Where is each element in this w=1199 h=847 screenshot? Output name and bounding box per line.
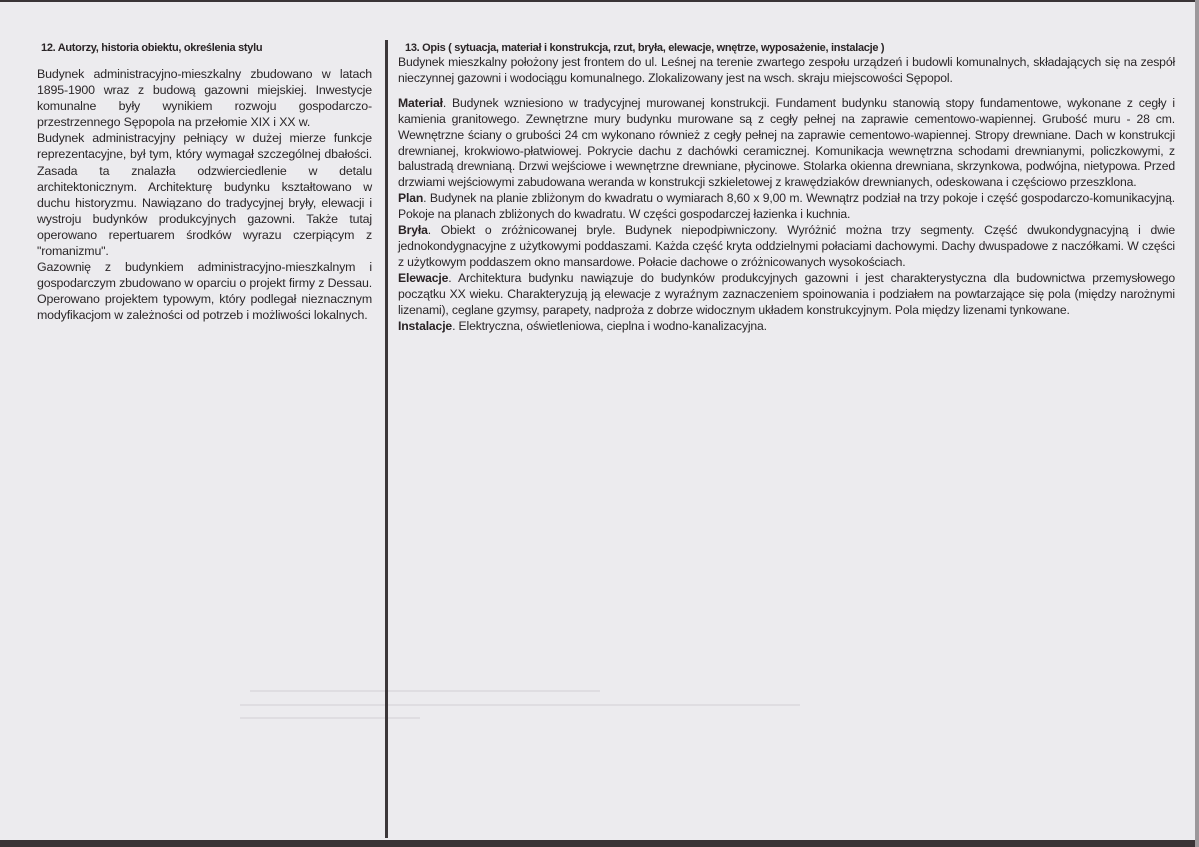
description-item-material [398, 96, 1175, 191]
section-12-authors-history-style [37, 42, 372, 324]
item-text: . Elektryczna, oświetleniowa, cieplna i wodno-kanalizacyjna. [452, 318, 767, 333]
item-label: Plan [398, 191, 424, 206]
item-label: Instalacje [398, 318, 453, 333]
item-label: Bryła [398, 223, 428, 238]
description-item-installations [398, 319, 1175, 335]
description-item-elevations [398, 271, 1175, 319]
section-12-paragraph: Budynek administracyjny pełniący w dużej mierze funkcje reprezentacyjne, był tym, który wymagał szczególnej dbałości. Zasada ta znalazła odzwierciedlenie w detalu architektonicznym. Architekturę budynku kształtowano w duchu historyzmu. Nawiązano do tradycyjnej bryły, elewacji i wystroju budynków produkcyjnych gazowni. Także tutaj operowano repertuarem środków wyrazu czerpiącym z "romanizmu". [37, 131, 372, 259]
section-13-description [398, 42, 1175, 334]
section-12-heading: 12. Autorzy, historia obiektu, określenia stylu [41, 42, 263, 54]
section-13-intro: Budynek mieszkalny położony jest frontem do ul. Leśnej na terenie zwartego zespołu urządzeń i budowli komunalnych, składających się na zespół nieczynnej gazowni i wodociągu komunalnego. Zlokalizowany jest na wsch. skraju miejscowości Sępopol. [398, 55, 1175, 85]
item-text: . Budynek na planie zbliżonym do kwadratu o wymiarach 8,60 x 9,00 m. Wewnątrz podział na trzy pokoje i część gospodarczo-komunikacyjną. Pokoje na planach zbliżonych do kwadratu. W części gospodarczej łazienka i kuchnia. [398, 191, 1175, 222]
show-through-line [250, 690, 600, 692]
item-label: Materiał [398, 95, 443, 110]
item-text: . Architektura budynku nawiązuje do budynków produkcyjnych gazowni i jest charakterystyczna dla budownictwa przemysłowego początku XX wieku. Charakteryzują ją elewacje z wyraźnym zaznaczeniem spoinowania i podziałem na powtarzające się pola (między narożnymi lizenami), ceglane gzymsy, parapety, nadproża z dobrze widocznym układem konstrukcyjnym. Pola między lizenami tynkowane. [398, 270, 1175, 317]
item-text: . Obiekt o zróżnicowanej bryle. Budynek niepodpiwniczony. Wyróżnić można trzy segmenty. Część dwukondygnacyjną i dwie jednokondygnacyjne z użytkowymi poddaszami. Każda część kryta oddzielnymi połaciami dachowymi. Dachy dwuspadowe z naczółkami. W części z użytkowym poddaszem okno mansardowe. Połacie dachowe o zróżnicowanych wysokościach. [398, 223, 1175, 269]
description-item-massing [398, 223, 1175, 271]
section-12-paragraph: Budynek administracyjno-mieszkalny zbudowano w latach 1895-1900 wraz z budową gazowni miejskiej. Inwestycje komunalne były wynikiem rozwoju gospodarczo-przestrzennego Sępopola na przełomie XIX i XX w. [37, 67, 372, 130]
section-12-paragraph: Gazownię z budynkiem administracyjno-mieszkalnym i gospodarczym zbudowano w oparciu o projekt firmy z Dessau. Operowano projektem typowym, który podlegał nieznacznym modyfikacjom w zależności od potrzeb i możliwości lokalnych. [37, 260, 372, 323]
item-label: Elewacje [398, 270, 449, 285]
show-through-line [240, 704, 800, 706]
column-divider [385, 40, 388, 838]
item-text: . Budynek wzniesiono w tradycyjnej murowanej konstrukcji. Fundament budynku stanowią stopy fundamentowe, wykonane z cegły i kamienia granitowego. Zewnętrzne mury budynku murowane są z cegły pełnej na zaprawie cementowo-wapiennej. Grubość muru - 28 cm. Wewnętrzne ściany o grubości 24 cm wykonano również z cegły pełnej na zaprawie cementowo-wapiennej. Stropy drewniane. Dach w konstrukcji drewnianej, krokwiowo-płatwiowej. Pokrycie dachu z dachówki ceramicznej. Komunikacja wewnętrzna schodami drewnianymi, policzkowymi, z balustradą drewnianą. Drzwi wejściowe i wewnętrzne drewniane, płycinowe. Stolarka okienna drewniana, skrzynkowa, podwójna, nietypowa. Przed drzwiami wejściowymi zabudowana weranda w konstrukcji szkieletowej z krawędziaków drewnianych, odeskowana i częściowo przeszklona. [398, 95, 1175, 190]
show-through-line [240, 717, 420, 719]
scanner-edge [1195, 0, 1199, 847]
description-item-plan [398, 191, 1175, 223]
section-13-heading: 13. Opis ( sytuacja, materiał i konstrukcja, rzut, bryła, elewacje, wnętrze, wyposażenie, instalacje ) [405, 42, 885, 54]
scanned-page [0, 2, 1195, 840]
